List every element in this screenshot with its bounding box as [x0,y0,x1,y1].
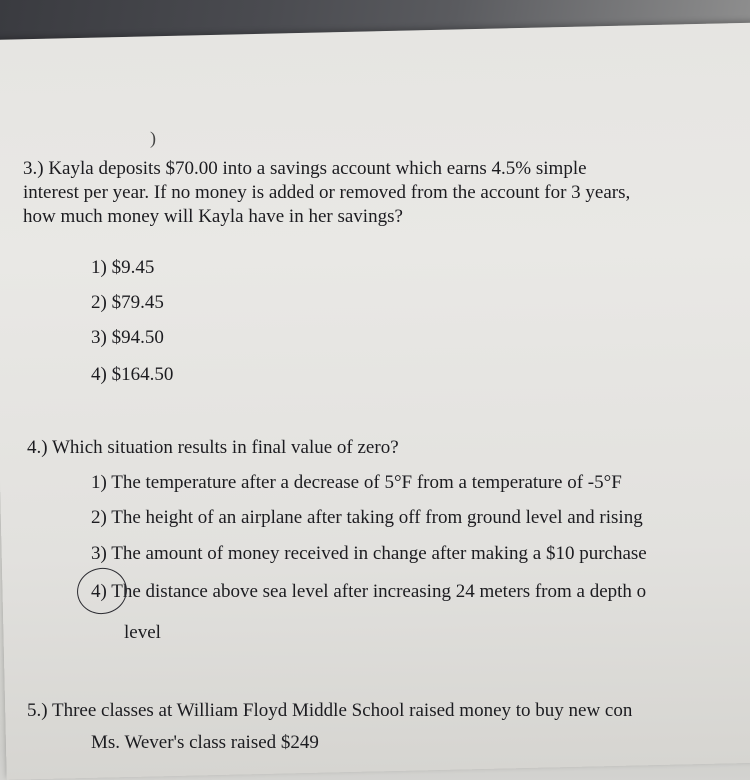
question-3-line-2: interest per year. If no money is added or removed from the account for 3 years, [23,182,631,203]
pencil-mark: ) [150,128,156,148]
question-4-option-4-continued: level [124,622,161,643]
question-4-option-1: 1) The temperature after a decrease of 5°F from a temperature of -5°F [91,472,622,493]
question-3-line-3: how much money will Kayla have in her savings? [23,206,403,227]
question-3-option-4: 4) $164.50 [91,364,174,385]
question-3-line-1: 3.) Kayla deposits $70.00 into a savings account which earns 4.5% simple [23,158,587,179]
question-3-option-2: 2) $79.45 [91,292,164,313]
question-5-text: 5.) Three classes at William Floyd Middle School raised money to buy new con [27,700,633,721]
question-5-bullet-1: Ms. Wever's class raised $249 [91,732,319,753]
question-4-option-2: 2) The height of an airplane after taking off from ground level and rising [91,507,643,528]
question-4-option-3: 3) The amount of money received in change after making a $10 purchase [91,543,647,564]
question-3-option-3: 3) $94.50 [91,327,164,348]
question-3-option-1: 1) $9.45 [91,257,155,278]
question-4-option-4: 4) The distance above sea level after increasing 24 meters from a depth o [91,581,647,602]
question-4-text: 4.) Which situation results in final value of zero? [27,437,399,458]
worksheet-paper [0,22,750,780]
